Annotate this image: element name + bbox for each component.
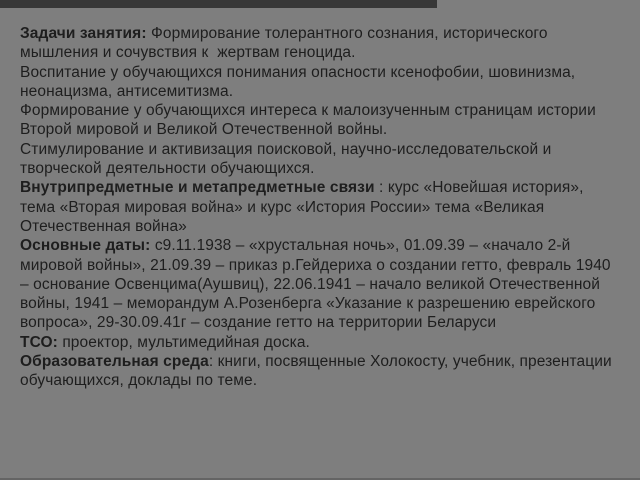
paragraph-lesson-tasks — [20, 24, 620, 63]
paragraph-lead: Внутрипредметные и метапредметные связи — [20, 179, 375, 197]
paragraph-subject-connections — [20, 178, 620, 236]
paragraph-lead: ТСО: — [20, 333, 58, 351]
top-letterbox-bar — [0, 0, 437, 8]
paragraph-text: : книги, посвященные Холокосту, учебник, презентации обучающихся, доклады по теме. — [20, 353, 617, 390]
slide-text-block — [20, 24, 620, 391]
paragraph-lead: Задачи занятия: — [20, 25, 147, 42]
paragraph-text: : курс «Новейшая история», тема «Вторая мировая война» и курс «История России» тема «Великая Отечественная война» — [20, 179, 588, 235]
paragraph-key-dates — [20, 236, 620, 332]
paragraph-stimulation — [20, 140, 620, 179]
paragraph-interest-formation — [20, 101, 620, 140]
paragraph-text: проектор, мультимедийная доска. — [57, 333, 310, 351]
paragraph-text: Воспитание у обучающихся понимания опасности ксенофобии, шовинизма, неонацизма, антисемитизма. — [20, 63, 580, 100]
paragraph-upbringing — [20, 63, 620, 102]
paragraph-tso — [20, 333, 620, 352]
paragraph-text: Формирование толерантного сознания, исторического мышления и сочувствия к жертвам геноцида. — [20, 25, 552, 62]
paragraph-text: Стимулирование и активизация поисковой, научно-исследовательской и творческой деятельности обучающихся. — [20, 140, 556, 178]
paragraph-lead: Основные даты: — [20, 237, 151, 255]
paragraph-lead: Образовательная среда — [20, 353, 209, 371]
paragraph-text: с9.11.1938 – «хрустальная ночь», 01.09.39 – «начало 2-й мировой войны», 21.09.39 – приказ р.Гейдериха о создании гетто, февраль 1940 – основание Освенцима(Аушвиц), 22.06.1941 – начало великой Отечественной войны, 1941 – меморандум А.Розенберга «Указание к разрешению еврейского вопроса», 29-30.09.41г – создание гетто на территории Беларуси — [20, 237, 616, 332]
paragraph-educational-environment — [20, 352, 620, 391]
paragraph-text: Формирование у обучающихся интереса к малоизученным страницам истории Второй мировой и Великой Отечественной войны. — [20, 102, 601, 139]
